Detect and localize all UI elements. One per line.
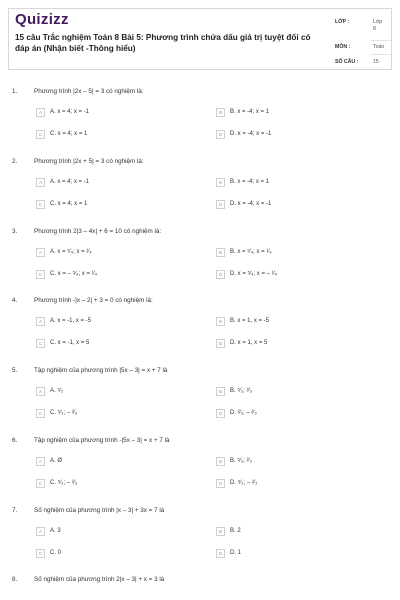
question-number: 6. (12, 437, 18, 444)
option-letter-box[interactable]: D (216, 339, 225, 348)
option-letter-box[interactable]: B (216, 108, 225, 117)
option-letter-box[interactable]: C (36, 130, 45, 139)
option-text: B. x = -4; x = 1 (230, 179, 270, 185)
option-text: C. ⁵⁄₂; – ²⁄₃ (50, 480, 78, 486)
option-letter-box[interactable]: A (36, 527, 45, 536)
option-letter-box[interactable]: C (36, 270, 45, 279)
option-letter-box[interactable]: A (36, 457, 45, 466)
option-text: D. x = -4; x = -1 (230, 201, 272, 207)
option-letter-box[interactable]: B (216, 178, 225, 187)
option-text: D. ⁵⁄₂; – ²⁄₃ (230, 480, 258, 486)
option-text: D. x = ⁵⁄₄; x = – ¹⁄₄ (230, 271, 278, 277)
option-letter-box[interactable]: D (216, 200, 225, 209)
option-text: D. x = 1, x = 5 (230, 340, 268, 346)
option-letter-box[interactable]: B (216, 248, 225, 257)
document-header (8, 8, 392, 70)
option-letter-box[interactable]: C (36, 409, 45, 418)
option-letter-box[interactable]: B (216, 527, 225, 536)
question-text: Phương trình |2x – 5| = 3 có nghiệm là: (34, 88, 144, 95)
meta-divider (371, 40, 391, 41)
option-text: B. x = -4; x = 1 (230, 109, 270, 115)
option-text: B. 2 (230, 528, 241, 534)
option-letter-box[interactable]: A (36, 387, 45, 396)
question-text: Phương trình -|x – 2| + 3 = 0 có nghiệm là: (34, 297, 153, 304)
quizizz-logo: Quizizz (15, 11, 69, 28)
option-letter-box[interactable]: D (216, 130, 225, 139)
option-text: C. x = 4; x = 1 (50, 201, 88, 207)
class-label: LỚP : (335, 19, 350, 25)
option-letter-box[interactable]: D (216, 549, 225, 558)
option-letter-box[interactable]: A (36, 178, 45, 187)
subject-value: Toán (373, 44, 385, 50)
question-text: Tập nghiệm của phương trình -|5x – 3| = x + 7 là (34, 437, 170, 444)
option-text: C. x = -1, x = 5 (50, 340, 90, 346)
question-number: 4. (12, 297, 18, 304)
question-text: Tập nghiệm của phương trình |5x – 3| = x + 7 là (34, 367, 168, 374)
option-text: B. x = ⁵⁄₄; x = ¹⁄₄ (230, 249, 272, 255)
option-text: A. x = ⁵⁄₄; x = ¹⁄₄ (50, 249, 92, 255)
option-letter-box[interactable]: D (216, 409, 225, 418)
option-letter-box[interactable]: A (36, 108, 45, 117)
question-text: Số nghiệm của phương trình 2|x – 3| + x = 3 là (34, 576, 165, 583)
option-text: A. 3 (50, 528, 61, 534)
option-text: D. ²⁄₅; – ²⁄₃ (230, 410, 257, 416)
question-number: 1. (12, 88, 18, 95)
subject-label: MÔN : (335, 44, 351, 50)
question-number: 5. (12, 367, 18, 374)
option-letter-box[interactable]: C (36, 549, 45, 558)
option-text: C. 0 (50, 550, 62, 556)
option-text: C. ⁵⁄₂; – ²⁄₃ (50, 410, 78, 416)
option-text: A. x = 4; x = -1 (50, 179, 90, 185)
document-title: 15 câu Trắc nghiệm Toán 8 Bài 5: Phương trình chứa dấu giá trị tuyệt đối có đáp án (Nhận biết -Thông hiểu) (15, 33, 311, 53)
option-letter-box[interactable]: C (36, 339, 45, 348)
question-number: 3. (12, 228, 18, 235)
option-letter-box[interactable]: B (216, 387, 225, 396)
option-text: B. ⁵⁄₂; ²⁄₃ (230, 388, 252, 394)
question-text: Số nghiệm của phương trình |x – 3| + 3x = 7 là (34, 507, 165, 514)
option-text: C. x = – ⁵⁄₄; x = ¹⁄₄ (50, 271, 98, 277)
option-letter-box[interactable]: C (36, 200, 45, 209)
question-text: Phương trình 2|3 – 4x| + 6 = 10 có nghiệm là: (34, 228, 162, 235)
class-value: Lớp 8 (373, 19, 383, 32)
option-letter-box[interactable]: B (216, 457, 225, 466)
question-number: 8. (12, 576, 18, 583)
count-value: 15 (373, 59, 379, 65)
option-letter-box[interactable]: D (216, 270, 225, 279)
option-text: B. ⁵⁄₂; ²⁄₃ (230, 458, 252, 464)
option-text: A. x = -1, x = -5 (50, 318, 92, 324)
option-letter-box[interactable]: A (36, 248, 45, 257)
option-text: A. ⁵⁄₂ (50, 388, 64, 394)
meta-divider (371, 54, 391, 55)
count-label: SỐ CÂU : (335, 59, 359, 65)
option-letter-box[interactable]: C (36, 479, 45, 488)
question-number: 2. (12, 158, 18, 165)
option-text: D. x = -4; x = -1 (230, 131, 272, 137)
option-text: B. x = 1, x = -5 (230, 318, 270, 324)
option-letter-box[interactable]: D (216, 479, 225, 488)
option-letter-box[interactable]: B (216, 317, 225, 326)
option-letter-box[interactable]: A (36, 317, 45, 326)
option-text: A. x = 4; x = -1 (50, 109, 90, 115)
option-text: C. x = 4; x = 1 (50, 131, 88, 137)
question-number: 7. (12, 507, 18, 514)
question-text: Phương trình |2x + 5| = 3 có nghiệm là: (34, 158, 144, 165)
option-text: D. 1 (230, 550, 242, 556)
option-text: A. Ø (50, 458, 63, 464)
